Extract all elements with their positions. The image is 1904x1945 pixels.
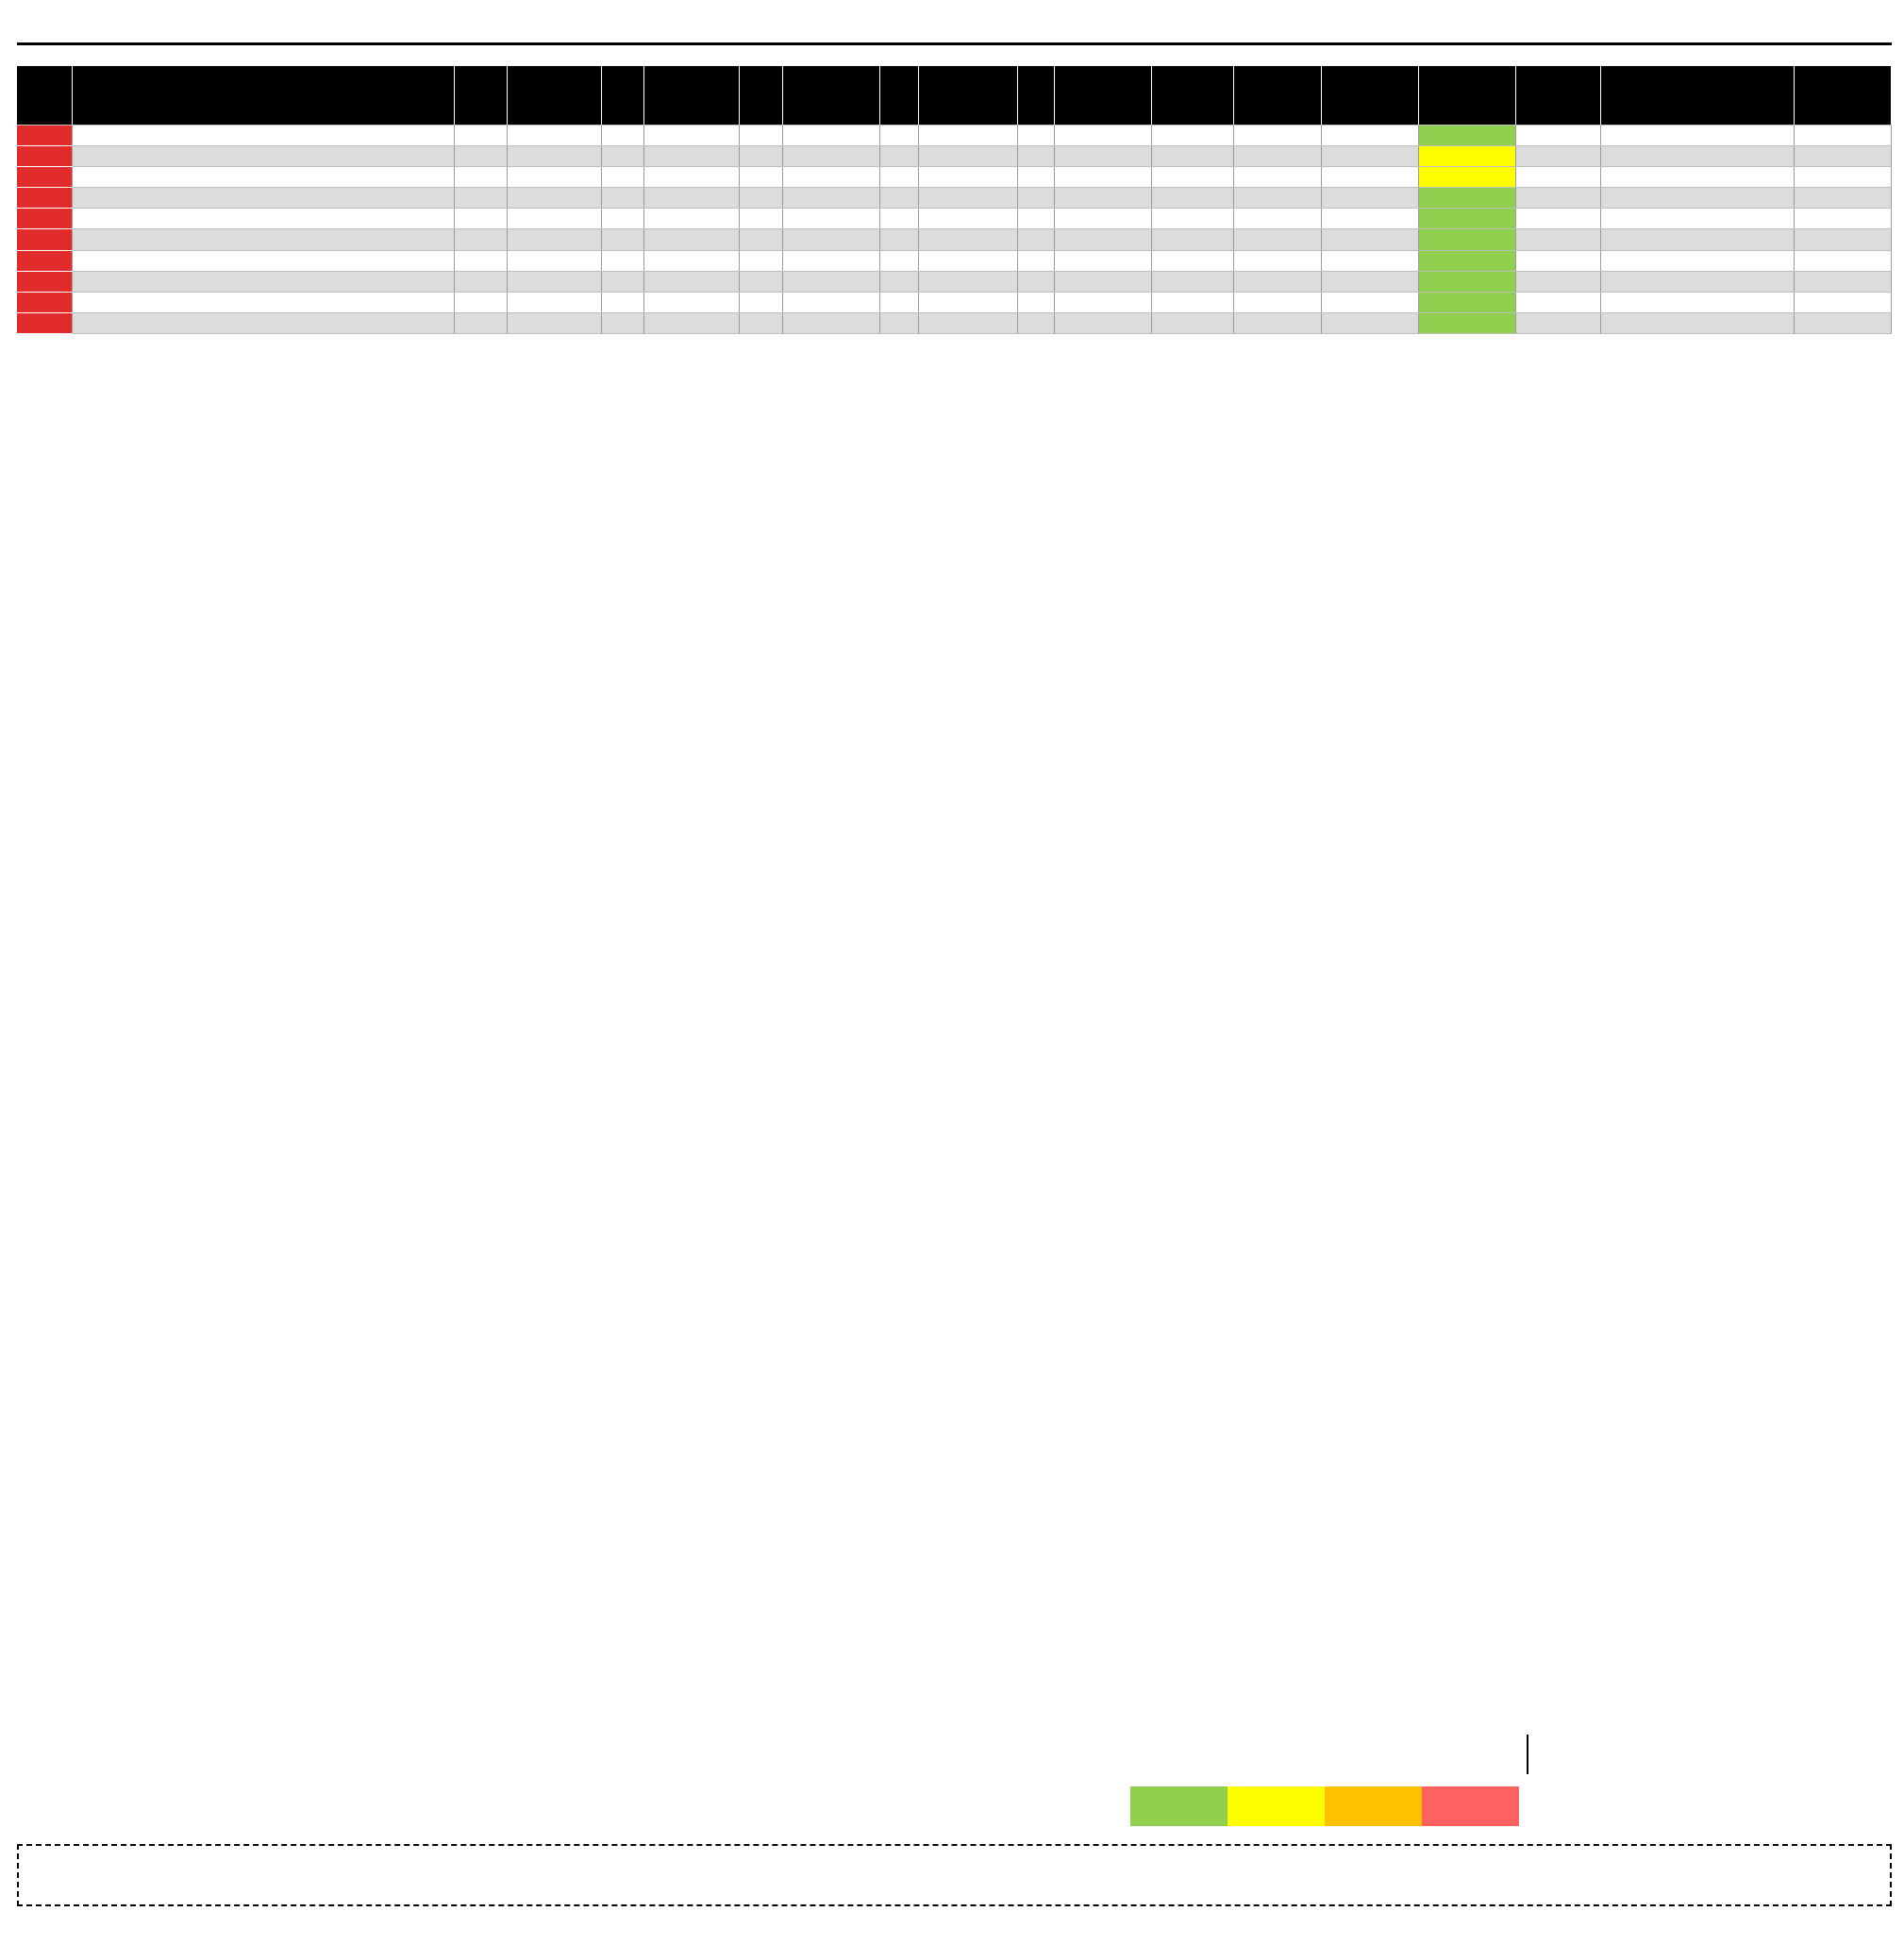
opening-of-offers <box>783 229 880 250</box>
length <box>454 126 507 146</box>
table-row <box>17 126 1892 146</box>
construction-cost <box>1516 167 1601 188</box>
days-of-tender <box>1151 209 1233 229</box>
road-badge <box>17 188 72 209</box>
opening-of-proposals <box>643 312 739 333</box>
signing-of-contract <box>1055 312 1152 333</box>
days-to-completion <box>1418 292 1516 312</box>
signing-of-contract <box>1055 146 1152 167</box>
days-best <box>1018 188 1055 209</box>
column-header <box>508 66 601 126</box>
days-tender <box>601 312 643 333</box>
best-offer-selection <box>918 229 1018 250</box>
days-best <box>1018 146 1055 167</box>
table-body <box>17 126 1892 334</box>
days-of-tender <box>1151 271 1233 292</box>
days-of-tender <box>1151 126 1233 146</box>
signing-of-contract <box>1055 271 1152 292</box>
days-tender <box>601 167 643 188</box>
year-2019-box <box>1422 1786 1519 1826</box>
contractors <box>1601 250 1795 271</box>
opening-of-proposals <box>643 167 739 188</box>
days-proposals <box>740 146 783 167</box>
column-header <box>1322 66 1419 126</box>
days-offers <box>879 271 918 292</box>
construction-cost <box>1516 312 1601 333</box>
column-header <box>740 66 783 126</box>
opening-of-offers <box>783 146 880 167</box>
section-name <box>72 188 454 209</box>
signing-of-contract <box>1055 229 1152 250</box>
signing-of-contract <box>1055 126 1152 146</box>
days-of-tender <box>1151 250 1233 271</box>
days-to-completion <box>1418 229 1516 250</box>
beginning-of-tender <box>508 209 601 229</box>
beginning-of-tender <box>508 250 601 271</box>
days-to-completion <box>1418 126 1516 146</box>
contractors <box>1601 312 1795 333</box>
beginning-of-tender <box>508 271 601 292</box>
road-badge <box>17 146 72 167</box>
days-to-completion <box>1418 312 1516 333</box>
construction-time <box>1233 271 1321 292</box>
length <box>454 167 507 188</box>
contractors <box>1601 292 1795 312</box>
signing-of-contract <box>1055 250 1152 271</box>
column-header <box>1055 66 1152 126</box>
section-name <box>72 229 454 250</box>
best-offer-selection <box>918 167 1018 188</box>
contractors <box>1601 188 1795 209</box>
days-best <box>1018 167 1055 188</box>
branch <box>1795 292 1892 312</box>
contractors <box>1601 167 1795 188</box>
days-of-tender <box>1151 292 1233 312</box>
summary-divider <box>1527 1735 1528 1774</box>
construction-cost <box>1516 146 1601 167</box>
opening-of-proposals <box>643 126 739 146</box>
completion-date <box>1322 146 1419 167</box>
days-offers <box>879 209 918 229</box>
table-header <box>17 66 1892 126</box>
table-row <box>17 229 1892 250</box>
completion-date <box>1322 292 1419 312</box>
days-best <box>1018 271 1055 292</box>
section-name <box>72 167 454 188</box>
column-header <box>1418 66 1516 126</box>
signing-of-contract <box>1055 292 1152 312</box>
road-badge <box>17 167 72 188</box>
signing-of-contract <box>1055 209 1152 229</box>
days-proposals <box>740 250 783 271</box>
opening-of-proposals <box>643 146 739 167</box>
opening-of-offers <box>783 292 880 312</box>
branch <box>1795 250 1892 271</box>
best-offer-selection <box>918 271 1018 292</box>
section-name <box>72 271 454 292</box>
branch <box>1795 209 1892 229</box>
title-rule <box>17 42 1892 45</box>
section-name <box>72 209 454 229</box>
construction-time <box>1233 188 1321 209</box>
construction-time <box>1233 250 1321 271</box>
construction-cost <box>1516 271 1601 292</box>
days-to-completion <box>1418 167 1516 188</box>
opening-of-proposals <box>643 188 739 209</box>
days-proposals <box>740 167 783 188</box>
branch <box>1795 167 1892 188</box>
days-best <box>1018 312 1055 333</box>
days-offers <box>879 292 918 312</box>
best-offer-selection <box>918 188 1018 209</box>
completion-date <box>1322 188 1419 209</box>
table-row <box>17 250 1892 271</box>
construction-cost <box>1516 126 1601 146</box>
beginning-of-tender <box>508 167 601 188</box>
column-header <box>1151 66 1233 126</box>
column-header <box>1601 66 1795 126</box>
days-proposals <box>740 292 783 312</box>
length <box>454 188 507 209</box>
road-badge <box>17 250 72 271</box>
table-row <box>17 271 1892 292</box>
beginning-of-tender <box>508 146 601 167</box>
days-offers <box>879 167 918 188</box>
days-tender <box>601 188 643 209</box>
column-header <box>643 66 739 126</box>
construction-cost <box>1516 188 1601 209</box>
column-header <box>72 66 454 126</box>
days-offers <box>879 229 918 250</box>
completion-date <box>1322 126 1419 146</box>
completion-date <box>1322 229 1419 250</box>
best-offer-selection <box>918 146 1018 167</box>
column-header <box>1795 66 1892 126</box>
beginning-of-tender <box>508 292 601 312</box>
beginning-of-tender <box>508 229 601 250</box>
best-offer-selection <box>918 209 1018 229</box>
opening-of-offers <box>783 209 880 229</box>
construction-time <box>1233 126 1321 146</box>
table-row <box>17 167 1892 188</box>
construction-time <box>1233 146 1321 167</box>
days-proposals <box>740 271 783 292</box>
days-to-completion <box>1418 188 1516 209</box>
days-of-tender <box>1151 188 1233 209</box>
days-proposals <box>740 188 783 209</box>
best-offer-selection <box>918 312 1018 333</box>
days-tender <box>601 292 643 312</box>
contractors <box>1601 271 1795 292</box>
completion-date <box>1322 312 1419 333</box>
days-tender <box>601 271 643 292</box>
days-proposals <box>740 126 783 146</box>
length <box>454 250 507 271</box>
year-2017-box <box>1228 1786 1325 1826</box>
beginning-of-tender <box>508 312 601 333</box>
year-2018-box <box>1325 1786 1422 1826</box>
opening-of-proposals <box>643 229 739 250</box>
days-of-tender <box>1151 312 1233 333</box>
completion-date <box>1322 167 1419 188</box>
table-row <box>17 292 1892 312</box>
signing-of-contract <box>1055 188 1152 209</box>
beginning-of-tender <box>508 126 601 146</box>
construction-cost <box>1516 250 1601 271</box>
year-2016-box <box>1130 1786 1228 1826</box>
table-row <box>17 188 1892 209</box>
contractors <box>1601 209 1795 229</box>
days-to-completion <box>1418 209 1516 229</box>
length <box>454 209 507 229</box>
branch <box>1795 126 1892 146</box>
branch <box>1795 229 1892 250</box>
column-header <box>783 66 880 126</box>
contractors <box>1601 126 1795 146</box>
days-proposals <box>740 209 783 229</box>
days-best <box>1018 209 1055 229</box>
opening-of-proposals <box>643 292 739 312</box>
signing-of-contract <box>1055 167 1152 188</box>
length <box>454 312 507 333</box>
days-best <box>1018 126 1055 146</box>
days-offers <box>879 126 918 146</box>
completion-date <box>1322 209 1419 229</box>
days-offers <box>879 188 918 209</box>
opening-of-proposals <box>643 271 739 292</box>
opening-of-offers <box>783 126 880 146</box>
column-header <box>918 66 1018 126</box>
construction-time <box>1233 167 1321 188</box>
branch <box>1795 188 1892 209</box>
days-of-tender <box>1151 229 1233 250</box>
days-of-tender <box>1151 167 1233 188</box>
table-row <box>17 312 1892 333</box>
construction-cost <box>1516 292 1601 312</box>
completion-date <box>1322 271 1419 292</box>
road-badge <box>17 126 72 146</box>
road-badge <box>17 271 72 292</box>
column-header <box>1018 66 1055 126</box>
section-name <box>72 126 454 146</box>
opening-of-offers <box>783 271 880 292</box>
days-tender <box>601 229 643 250</box>
construction-time <box>1233 312 1321 333</box>
beginning-of-tender <box>508 188 601 209</box>
construction-time <box>1233 209 1321 229</box>
column-header <box>879 66 918 126</box>
best-offer-selection <box>918 126 1018 146</box>
sections-table <box>17 66 1892 334</box>
contractors <box>1601 146 1795 167</box>
opening-of-proposals <box>643 250 739 271</box>
road-badge <box>17 229 72 250</box>
contractors <box>1601 229 1795 250</box>
opening-of-offers <box>783 188 880 209</box>
days-offers <box>879 250 918 271</box>
length <box>454 229 507 250</box>
days-best <box>1018 229 1055 250</box>
opening-of-offers <box>783 167 880 188</box>
construction-time <box>1233 292 1321 312</box>
opening-of-offers <box>783 250 880 271</box>
best-offer-selection <box>918 250 1018 271</box>
table-row <box>17 209 1892 229</box>
column-header <box>601 66 643 126</box>
days-offers <box>879 312 918 333</box>
days-best <box>1018 292 1055 312</box>
section-name <box>72 146 454 167</box>
construction-cost <box>1516 209 1601 229</box>
section-name <box>72 250 454 271</box>
road-badge <box>17 209 72 229</box>
road-badge <box>17 292 72 312</box>
days-offers <box>879 146 918 167</box>
days-tender <box>601 209 643 229</box>
opening-of-offers <box>783 312 880 333</box>
column-header <box>1516 66 1601 126</box>
days-to-completion <box>1418 250 1516 271</box>
days-tender <box>601 126 643 146</box>
completion-date <box>1322 250 1419 271</box>
days-of-tender <box>1151 146 1233 167</box>
days-to-completion <box>1418 271 1516 292</box>
days-tender <box>601 250 643 271</box>
section-name <box>72 292 454 312</box>
branch <box>1795 312 1892 333</box>
days-tender <box>601 146 643 167</box>
branch <box>1795 271 1892 292</box>
days-best <box>1018 250 1055 271</box>
column-header <box>1233 66 1321 126</box>
days-proposals <box>740 229 783 250</box>
days-to-completion <box>1418 146 1516 167</box>
branch <box>1795 146 1892 167</box>
length <box>454 271 507 292</box>
column-header <box>17 66 72 126</box>
best-offer-selection <box>918 292 1018 312</box>
construction-cost <box>1516 229 1601 250</box>
days-proposals <box>740 312 783 333</box>
length <box>454 292 507 312</box>
construction-time <box>1233 229 1321 250</box>
section-name <box>72 312 454 333</box>
road-badge <box>17 312 72 333</box>
table-row <box>17 146 1892 167</box>
legend-box <box>17 1844 1892 1906</box>
column-header <box>454 66 507 126</box>
opening-of-proposals <box>643 209 739 229</box>
length <box>454 146 507 167</box>
